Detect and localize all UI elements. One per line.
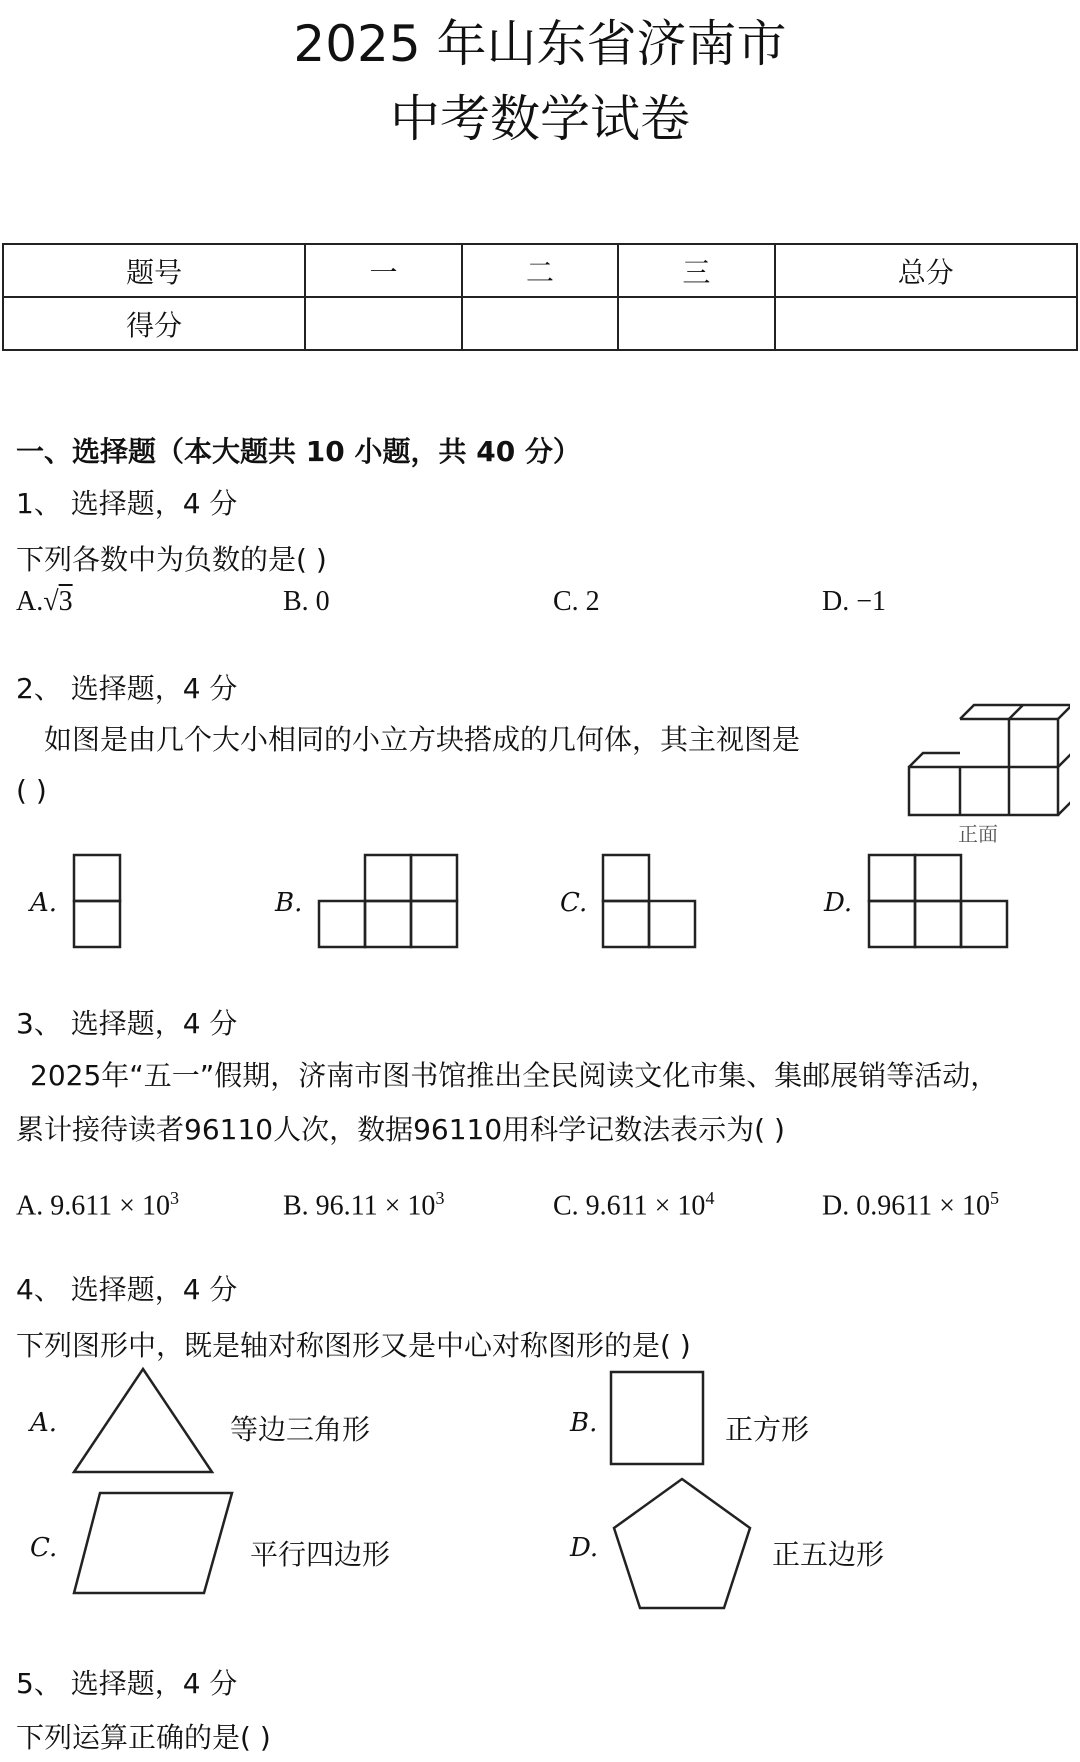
question-2-option-a[interactable]: A. — [30, 888, 58, 918]
option-text: C. 9.611 × 10 — [553, 1190, 706, 1222]
option-letter: A. — [16, 586, 44, 617]
option-a-figure-icon — [72, 853, 124, 951]
question-2-option-d[interactable]: D. — [824, 888, 853, 918]
score-cell[interactable] — [618, 297, 774, 350]
option-c-label: 平行四边形 — [250, 1538, 391, 1571]
question-4-option-d[interactable]: D. — [570, 1533, 599, 1563]
score-cell[interactable] — [305, 297, 461, 350]
page-subtitle: 中考数学试卷 — [390, 90, 690, 148]
question-3-option-b[interactable] — [283, 1188, 444, 1222]
question-3-text-line2: 累计接待读者96110人次，数据96110用科学记数法表示为( ) — [16, 1113, 785, 1146]
question-1-option-d[interactable]: D. −1 — [822, 586, 887, 617]
question-2-header: 2、 选择题，4 分 — [16, 672, 238, 705]
question-1-option-b[interactable]: B. 0 — [283, 586, 330, 617]
option-value: 3 — [58, 586, 73, 617]
table-cell: 二 — [462, 244, 618, 297]
question-1-text: 下列各数中为负数的是( ) — [16, 543, 327, 576]
option-c-figure-icon — [601, 853, 699, 951]
option-exponent: 3 — [435, 1188, 445, 1208]
question-2-paren: ( ) — [16, 774, 47, 807]
question-3-header: 3、 选择题，4 分 — [16, 1007, 238, 1040]
question-2-option-c[interactable]: C. — [560, 888, 588, 918]
option-exponent: 5 — [989, 1188, 999, 1208]
score-table — [2, 243, 1078, 351]
page-title: 2025 年山东省济南市 — [293, 15, 787, 73]
cube-figure — [905, 703, 1070, 848]
section-heading: 一、选择题（本大题共 10 小题，共 40 分） — [16, 435, 581, 468]
table-cell: 一 — [305, 244, 461, 297]
score-table-header-row — [3, 244, 1077, 297]
option-text: A. 9.611 × 10 — [16, 1190, 170, 1222]
parallelogram-icon — [70, 1490, 236, 1596]
question-4-option-c[interactable]: C. — [30, 1533, 58, 1563]
question-2-option-b[interactable]: B. — [275, 888, 303, 918]
question-3-text-line1: 2025年“五一”假期，济南市图书馆推出全民阅读文化市集、集邮展销等活动， — [30, 1059, 999, 1092]
option-exponent: 4 — [705, 1188, 715, 1208]
option-exponent: 3 — [169, 1188, 179, 1208]
figure-label: 正面 — [958, 822, 998, 846]
question-1-option-c[interactable]: C. 2 — [553, 586, 600, 617]
table-cell: 题号 — [3, 244, 305, 297]
sqrt-icon: √ — [43, 586, 59, 617]
question-3-option-a[interactable] — [16, 1188, 179, 1222]
question-3-option-c[interactable] — [553, 1188, 714, 1222]
score-table-score-row — [3, 297, 1077, 350]
question-2-text: 如图是由几个大小相同的小立方块搭成的几何体，其主视图是 — [44, 723, 801, 756]
question-1-option-a[interactable] — [16, 586, 73, 618]
option-d-label: 正五边形 — [772, 1538, 885, 1571]
square-icon — [609, 1370, 707, 1468]
regular-pentagon-icon — [610, 1476, 754, 1612]
table-cell: 得分 — [3, 297, 305, 350]
question-4-option-a[interactable]: A. — [30, 1408, 58, 1438]
question-1-header: 1、 选择题，4 分 — [16, 487, 238, 520]
score-cell[interactable] — [775, 297, 1077, 350]
question-5-header: 5、 选择题，4 分 — [16, 1667, 238, 1700]
table-cell: 总分 — [775, 244, 1077, 297]
option-b-figure-icon — [317, 853, 461, 951]
question-4-header: 4、 选择题，4 分 — [16, 1273, 238, 1306]
question-5-text: 下列运算正确的是( ) — [16, 1721, 271, 1754]
option-b-label: 正方形 — [725, 1413, 810, 1446]
table-cell: 三 — [618, 244, 774, 297]
option-d-figure-icon — [867, 853, 1011, 951]
question-4-option-b[interactable]: B. — [570, 1408, 598, 1438]
option-a-label: 等边三角形 — [230, 1413, 371, 1446]
option-text: B. 96.11 × 10 — [283, 1190, 436, 1222]
option-text: D. 0.9611 × 10 — [822, 1190, 990, 1222]
question-3-option-d[interactable] — [822, 1188, 999, 1222]
equilateral-triangle-icon — [70, 1366, 216, 1476]
score-cell[interactable] — [462, 297, 618, 350]
question-4-text: 下列图形中，既是轴对称图形又是中心对称图形的是( ) — [16, 1329, 691, 1362]
